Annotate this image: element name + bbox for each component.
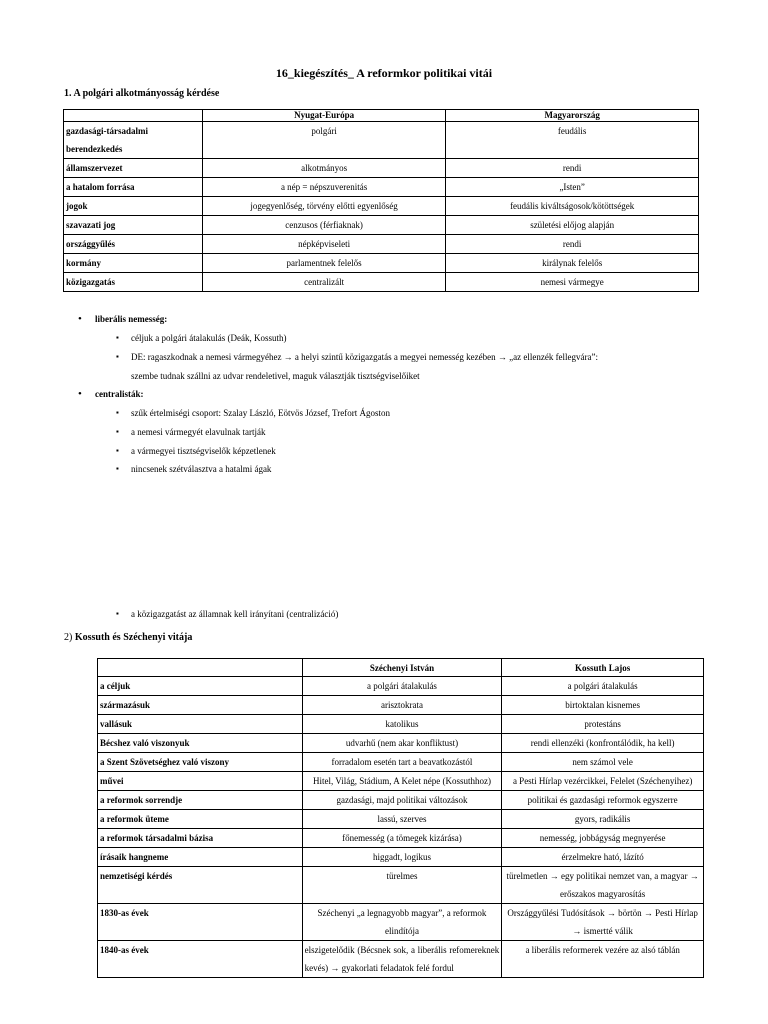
- cell-kossuth: a liberális reformerek vezére az alsó táblán: [502, 941, 704, 978]
- row-label: szavazati jog: [64, 216, 203, 235]
- section1-heading: 1. A polgári alkotmányosság kérdése: [64, 88, 220, 99]
- row-label: 1840-as évek: [98, 941, 303, 978]
- cell-magyarorszag: születési előjog alapján: [446, 216, 699, 235]
- table-row: [98, 753, 704, 772]
- table-row: [98, 715, 704, 734]
- cell-kossuth: nem számol vele: [502, 753, 704, 772]
- table-row: [64, 235, 699, 254]
- list-item: ▪ a közigazgatást az államnak kell irányítani (centralizáció): [131, 607, 338, 621]
- row-label: a céljuk: [98, 677, 303, 696]
- cell-szechenyi: gazdasági, majd politikai változások: [302, 791, 502, 810]
- table-row: [64, 122, 699, 159]
- cell-magyarorszag: királynak felelős: [446, 254, 699, 273]
- list-item-continuation: szembe tudnak szállni az udvar rendeletivel, maguk választják tisztségviselőiket: [131, 371, 420, 381]
- table-row: [98, 791, 704, 810]
- cell-nyugat-europa: a nép = népszuverenitás: [202, 178, 446, 197]
- row-label: művei: [98, 772, 303, 791]
- header-cell: Nyugat-Európa: [202, 110, 446, 122]
- cell-kossuth: nemesség, jobbágyság megnyerése: [502, 829, 704, 848]
- cell-magyarorszag: rendi: [446, 235, 699, 254]
- header-cell: [64, 110, 203, 122]
- cell-kossuth: türelmetlen → egy politikai nemzet van, a magyar → erőszakos magyarosítás: [502, 867, 704, 904]
- row-label: írásaik hangneme: [98, 848, 303, 867]
- row-label: államszervezet: [64, 159, 203, 178]
- cell-nyugat-europa: alkotmányos: [202, 159, 446, 178]
- row-label: országgyűlés: [64, 235, 203, 254]
- cell-szechenyi: higgadt, logikus: [302, 848, 502, 867]
- header-cell: Kossuth Lajos: [502, 659, 704, 677]
- table-row: [64, 178, 699, 197]
- row-label: 1830-as évek: [98, 904, 303, 941]
- cell-magyarorszag: „Isten”: [446, 178, 699, 197]
- section2-number: 2): [64, 632, 73, 643]
- cell-szechenyi: a polgári átalakulás: [302, 677, 502, 696]
- header-cell: [98, 659, 303, 677]
- table-row: [64, 254, 699, 273]
- cell-nyugat-europa: centralizált: [202, 273, 446, 292]
- section2-title: Kossuth és Széchenyi vitája: [74, 632, 193, 643]
- cell-kossuth: Országgyűlési Tudósítások → börtön → Pesti Hírlap → ismertté válik: [502, 904, 704, 941]
- comparison-table-1: [63, 109, 699, 292]
- table-row: [98, 677, 704, 696]
- list-item: ▪ nincsenek szétválasztva a hatalmi ágak: [131, 462, 271, 476]
- cell-szechenyi: udvarhű (nem akar konfliktust): [302, 734, 502, 753]
- row-label: származásuk: [98, 696, 303, 715]
- table-header-row: [64, 110, 699, 122]
- document-title: 16_kiegészítés_ A reformkor politikai vitái: [275, 66, 493, 80]
- cell-kossuth: rendi ellenzéki (konfrontálódik, ha kell): [502, 734, 704, 753]
- row-label: Bécshez való viszonyuk: [98, 734, 303, 753]
- table-row: [98, 848, 704, 867]
- header-cell: Magyarország: [446, 110, 699, 122]
- row-label: közigazgatás: [64, 273, 203, 292]
- cell-szechenyi: katolikus: [302, 715, 502, 734]
- table-row: [98, 734, 704, 753]
- cell-nyugat-europa: népképviseleti: [202, 235, 446, 254]
- table-row: [98, 696, 704, 715]
- list-item: ▪ szűk értelmiségi csoport: Szalay László, Eötvös József, Trefort Ágoston: [131, 406, 390, 420]
- row-label: a reformok társadalmi bázisa: [98, 829, 303, 848]
- list-item: ▪ a vármegyei tisztségviselők képzetlenek: [131, 444, 276, 458]
- row-label: a Szent Szövetséghez való viszony: [98, 753, 303, 772]
- table-row: [98, 810, 704, 829]
- cell-kossuth: politikai és gazdasági reformok egyszerre: [502, 791, 704, 810]
- row-label: nemzetiségi kérdés: [98, 867, 303, 904]
- list-item: ▪ a nemesi vármegyét elavulnak tartják: [131, 425, 265, 439]
- cell-szechenyi: forradalom esetén tart a beavatkozástól: [302, 753, 502, 772]
- table-row: [64, 159, 699, 178]
- row-label: a reformok üteme: [98, 810, 303, 829]
- header-cell: Széchenyi István: [302, 659, 502, 677]
- cell-szechenyi: elszigetelődik (Bécsnek sok, a liberális refomereknek kevés) → gyakorlati feladatok felé fordul: [302, 941, 502, 978]
- table-row: [98, 772, 704, 791]
- cell-szechenyi: arisztokrata: [302, 696, 502, 715]
- row-label: jogok: [64, 197, 203, 216]
- section2-heading: [64, 632, 192, 643]
- table-row: [98, 904, 704, 941]
- table-row: [98, 941, 704, 978]
- cell-kossuth: a Pesti Hírlap vezércikkei, Felelet (Széchenyihez): [502, 772, 704, 791]
- cell-magyarorszag: nemesi vármegye: [446, 273, 699, 292]
- cell-szechenyi: türelmes: [302, 867, 502, 904]
- cell-nyugat-europa: parlamentnek felelős: [202, 254, 446, 273]
- cell-kossuth: gyors, radikális: [502, 810, 704, 829]
- table-row: [98, 829, 704, 848]
- cell-szechenyi: főnemesség (a tömegek kizárása): [302, 829, 502, 848]
- cell-nyugat-europa: cenzusos (férfiaknak): [202, 216, 446, 235]
- centralists-heading: • centralisták:: [95, 387, 144, 401]
- row-label: vallásuk: [98, 715, 303, 734]
- cell-kossuth: a polgári átalakulás: [502, 677, 704, 696]
- cell-szechenyi: lassú, szerves: [302, 810, 502, 829]
- cell-magyarorszag: feudális kiváltságosok/kötöttségek: [446, 197, 699, 216]
- table-row: [64, 273, 699, 292]
- cell-magyarorszag: rendi: [446, 159, 699, 178]
- cell-kossuth: protestáns: [502, 715, 704, 734]
- cell-szechenyi: Széchenyi „a legnagyobb magyar”, a reformok elindítója: [302, 904, 502, 941]
- cell-magyarorszag: feudális: [446, 122, 699, 159]
- row-label: kormány: [64, 254, 203, 273]
- row-label: a hatalom forrása: [64, 178, 203, 197]
- table-row: [64, 197, 699, 216]
- table-row: [64, 216, 699, 235]
- cell-kossuth: érzelmekre ható, lázító: [502, 848, 704, 867]
- table-header-row: [98, 659, 704, 677]
- cell-kossuth: birtoktalan kisnemes: [502, 696, 704, 715]
- cell-szechenyi: Hitel, Világ, Stádium, A Kelet népe (Kossuthhoz): [302, 772, 502, 791]
- list-item: ▪ DE: ragaszkodnak a nemesi vármegyéhez → a helyi szintű közigazgatás a megyei nemesség kezében → „az ellenzék fellegvára”:: [131, 350, 598, 364]
- list-item: ▪ céljuk a polgári átalakulás (Deák, Kossuth): [131, 331, 286, 345]
- table-row: [98, 867, 704, 904]
- row-label: gazdasági-társadalmi berendezkedés: [64, 122, 203, 159]
- cell-nyugat-europa: jogegyenlőség, törvény előtti egyenlőség: [202, 197, 446, 216]
- comparison-table-2: [97, 658, 704, 978]
- cell-nyugat-europa: polgári: [202, 122, 446, 159]
- row-label: a reformok sorrendje: [98, 791, 303, 810]
- liberal-nobility-heading: • liberális nemesség:: [95, 312, 167, 326]
